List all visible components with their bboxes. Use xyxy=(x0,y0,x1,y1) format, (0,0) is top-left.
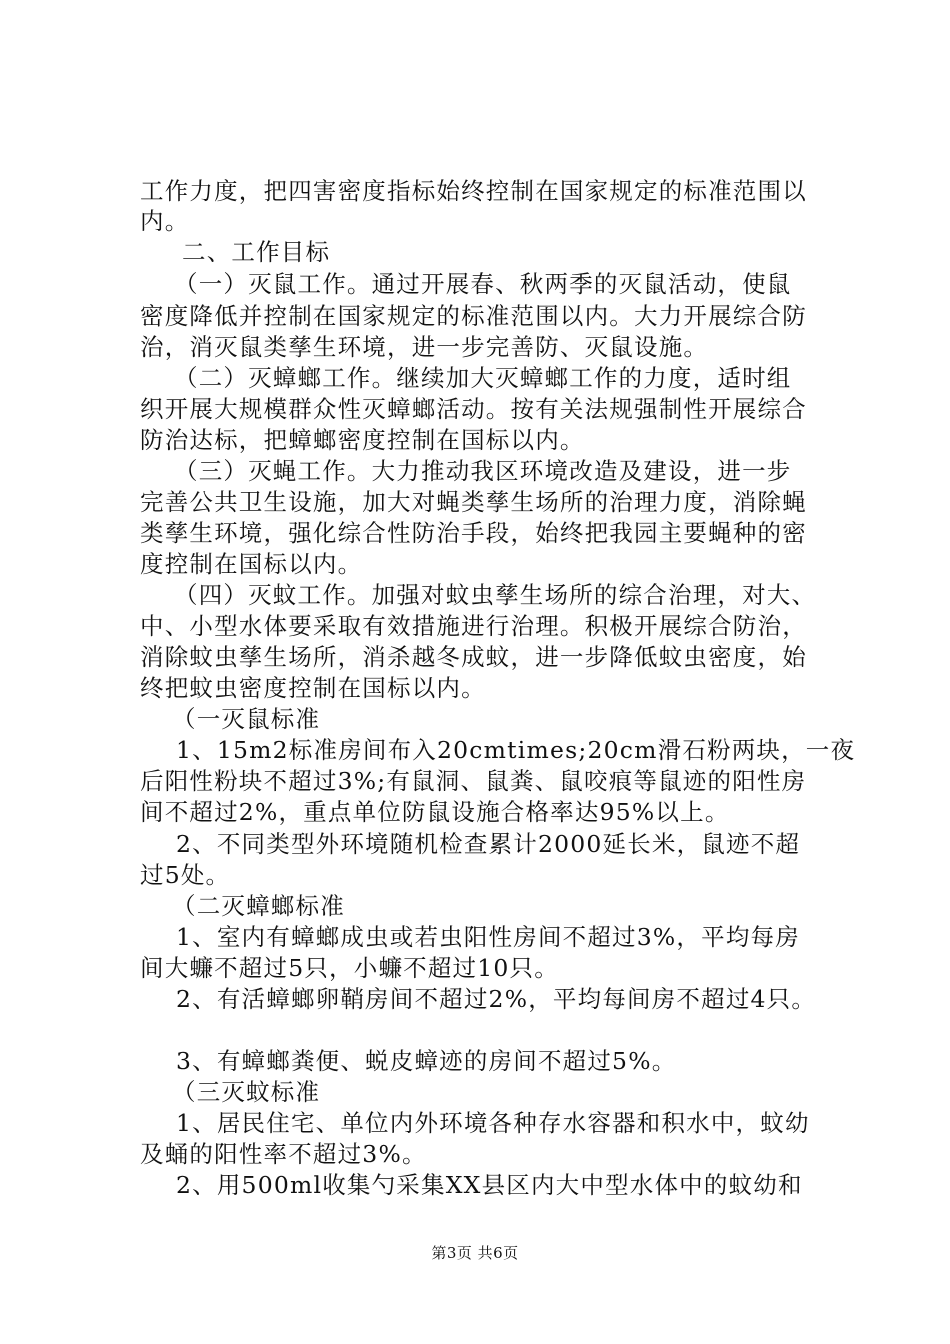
text-line: 间不超过2%，重点单位防鼠设施合格率达95%以上。 xyxy=(140,798,730,826)
text-line: （一）灭鼠工作。通过开展春、秋两季的灭鼠活动，使鼠 xyxy=(174,270,792,298)
text-line: 工作力度，把四害密度指标始终控制在国家规定的标准范围以 xyxy=(140,177,807,205)
text-line: 消除蚊虫孳生场所，消杀越冬成蚊，进一步降低蚊虫密度，始 xyxy=(140,643,807,671)
text-line: 治，消灭鼠类孳生环境，进一步完善防、灭鼠设施。 xyxy=(140,333,709,361)
text-line: （四）灭蚊工作。加强对蚊虫孳生场所的综合治理，对大、 xyxy=(174,581,817,609)
section-heading: 二、工作目标 xyxy=(182,238,331,266)
text-line: 2、不同类型外环境随机检查累计2000延长米，鼠迹不超 xyxy=(176,830,801,858)
text-line: 过5处。 xyxy=(140,861,231,889)
text-line: 度控制在国标以内。 xyxy=(140,550,363,578)
subsection-heading: （三灭蚊标准 xyxy=(172,1078,321,1106)
text-line: 类孳生环境，强化综合性防治手段，始终把我园主要蝇种的密 xyxy=(140,519,807,547)
text-line: 间大蠊不超过5只，小蠊不超过10只。 xyxy=(140,954,559,982)
text-line: 织开展大规模群众性灭蟑螂活动。按有关法规强制性开展综合 xyxy=(140,395,807,423)
page-number-footer: 第3页 共6页 xyxy=(431,1244,519,1262)
text-line: 2、有活蟑螂卵鞘房间不超过2%，平均每间房不超过4只。 xyxy=(176,985,817,1013)
text-line: 防治达标，把蟑螂密度控制在国标以内。 xyxy=(140,426,585,454)
text-line: 3、有蟑螂粪便、蜕皮蟑迹的房间不超过5%。 xyxy=(176,1047,677,1075)
text-line: （三）灭蝇工作。大力推动我区环境改造及建设，进一步 xyxy=(174,457,792,485)
subsection-heading: （一灭鼠标准 xyxy=(172,705,321,733)
text-line: 中、小型水体要采取有效措施进行治理。积极开展综合防治， xyxy=(140,612,807,640)
subsection-heading: （二灭蟑螂标准 xyxy=(172,892,345,920)
text-line: 后阳性粉块不超过3%;有鼠洞、鼠粪、鼠咬痕等鼠迹的阳性房 xyxy=(140,767,807,795)
text-line: 密度降低并控制在国家规定的标准范围以内。大力开展综合防 xyxy=(140,302,807,330)
text-line: 终把蚊虫密度控制在国标以内。 xyxy=(140,674,486,702)
text-line: 完善公共卫生设施，加大对蝇类孳生场所的治理力度，消除蝇 xyxy=(140,488,807,516)
text-line: 1、室内有蟑螂成虫或若虫阳性房间不超过3%，平均每房 xyxy=(176,923,800,951)
text-line: 1、居民住宅、单位内外环境各种存水容器和积水中，蚊幼 xyxy=(176,1109,810,1137)
text-line: 1、15m2标准房间布入20cmtimes;20cm滑石粉两块，一夜 xyxy=(176,736,856,764)
text-line: 2、用500ml收集勺采集XX县区内大中型水体中的蚊幼和 xyxy=(176,1171,803,1199)
text-line: 内。 xyxy=(140,207,190,235)
text-line: 及蛹的阳性率不超过3%。 xyxy=(140,1140,427,1168)
text-line: （二）灭蟑螂工作。继续加大灭蟑螂工作的力度，适时组 xyxy=(174,364,792,392)
